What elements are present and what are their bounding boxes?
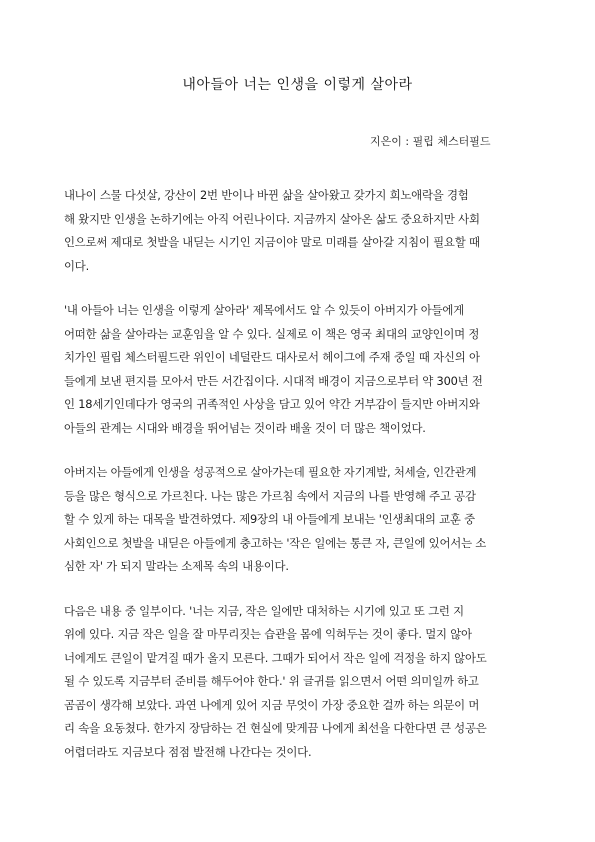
- text-line: 들에게 보낸 편지를 모아서 만든 서간집이다. 시대적 배경이 지금으로부터 약 300년 전: [64, 373, 483, 388]
- text-line: 해 왔지만 인생을 논하기에는 아직 어린나이다. 지금까지 살아온 삶도 중요하지만 사회: [64, 211, 480, 226]
- author-line: 지은이 : 필립 체스터필드: [370, 135, 491, 148]
- text-line: 심한 자' 가 되지 말라는 소제목 속의 내용이다.: [64, 559, 289, 573]
- text-line: 어떠한 삶을 살아라는 교훈임을 알 수 있다. 실제로 이 책은 영국 최대의 교양인이며 정: [64, 326, 480, 341]
- text-line: 치가인 필립 체스터필드란 위인이 네덜란드 대사로서 헤이그에 주재 중일 때 자신의 아: [64, 350, 480, 364]
- text-line: 곰곰이 생각해 보았다. 과연 나에게 있어 지금 무엇이 가장 중요한 걸까 하는 의문이 머: [64, 697, 480, 712]
- text-line: 될 수 있도록 지금부터 준비를 해두어야 한다.' 위 글귀를 읽으면서 어떤 의미일까 하고: [64, 674, 479, 688]
- paragraph-3: [64, 461, 534, 579]
- text-line: 다음은 내용 중 일부이다. '너는 지금, 작은 일에만 대처하는 시기에 있고 또 그런 지: [64, 603, 464, 618]
- paragraph-1: [64, 184, 534, 278]
- text-line: 이다.: [64, 258, 90, 273]
- text-line: 할 수 있게 하는 대목을 발견하였다. 제9장의 내 아들에게 보내는 '인생최대의 교훈 중: [64, 512, 475, 526]
- text-line: 너에게도 큰일이 맡겨질 때가 올지 모른다. 그때가 되어서 작은 일에 걱정을 하지 않아도: [64, 650, 487, 665]
- body-text: [64, 184, 534, 785]
- text-line: 아들의 관계는 시대와 배경을 뛰어넘는 것이라 배울 것이 더 많은 책이었다.: [64, 420, 426, 435]
- paragraph-2: [64, 299, 534, 440]
- text-line: 인 18세기인데다가 영국의 귀족적인 사상을 담고 있어 약간 거부감이 들지만 아버지와: [64, 397, 480, 411]
- text-line: 어렵더라도 지금보다 점점 발전해 나간다는 것이다.: [64, 744, 312, 759]
- text-line: 등을 많은 형식으로 가르친다. 나는 많은 가르침 속에서 지금의 나를 반영해 주고 공감: [64, 488, 476, 503]
- text-line: 위에 있다. 지금 작은 일을 잘 마무리짓는 습관을 몸에 익혀두는 것이 좋다. 멀지 않아: [64, 627, 472, 641]
- text-line: 인으로써 제대로 첫발을 내딛는 시기인 지금이야 말로 미래를 살아갈 지침이 필요할 때: [64, 235, 480, 249]
- text-line: 리 속을 요동쳤다. 한가지 장담하는 건 현실에 맞게끔 나에게 최선을 다한다면 큰 성공은: [64, 721, 487, 735]
- text-line: 사회인으로 첫발을 내딛은 아들에게 충고하는 '작은 일에는 통큰 자, 큰일에 있어서는 소: [64, 535, 487, 550]
- text-line: '내 아들아 너는 인생을 이렇게 살아라' 제목에서도 알 수 있듯이 아버지가 아들에게: [64, 303, 465, 317]
- text-line: 내나이 스물 다섯살, 강산이 2번 반이나 바뀐 삶을 살아왔고 갖가지 희노애락을 경험: [64, 188, 469, 202]
- text-line: 아버지는 아들에게 인생을 성공적으로 살아가는데 필요한 자기계발, 처세술, 인간관계: [64, 465, 477, 479]
- paragraph-4: [64, 600, 534, 765]
- page-title: 내아들아 너는 인생을 이렇게 살아라: [182, 77, 413, 93]
